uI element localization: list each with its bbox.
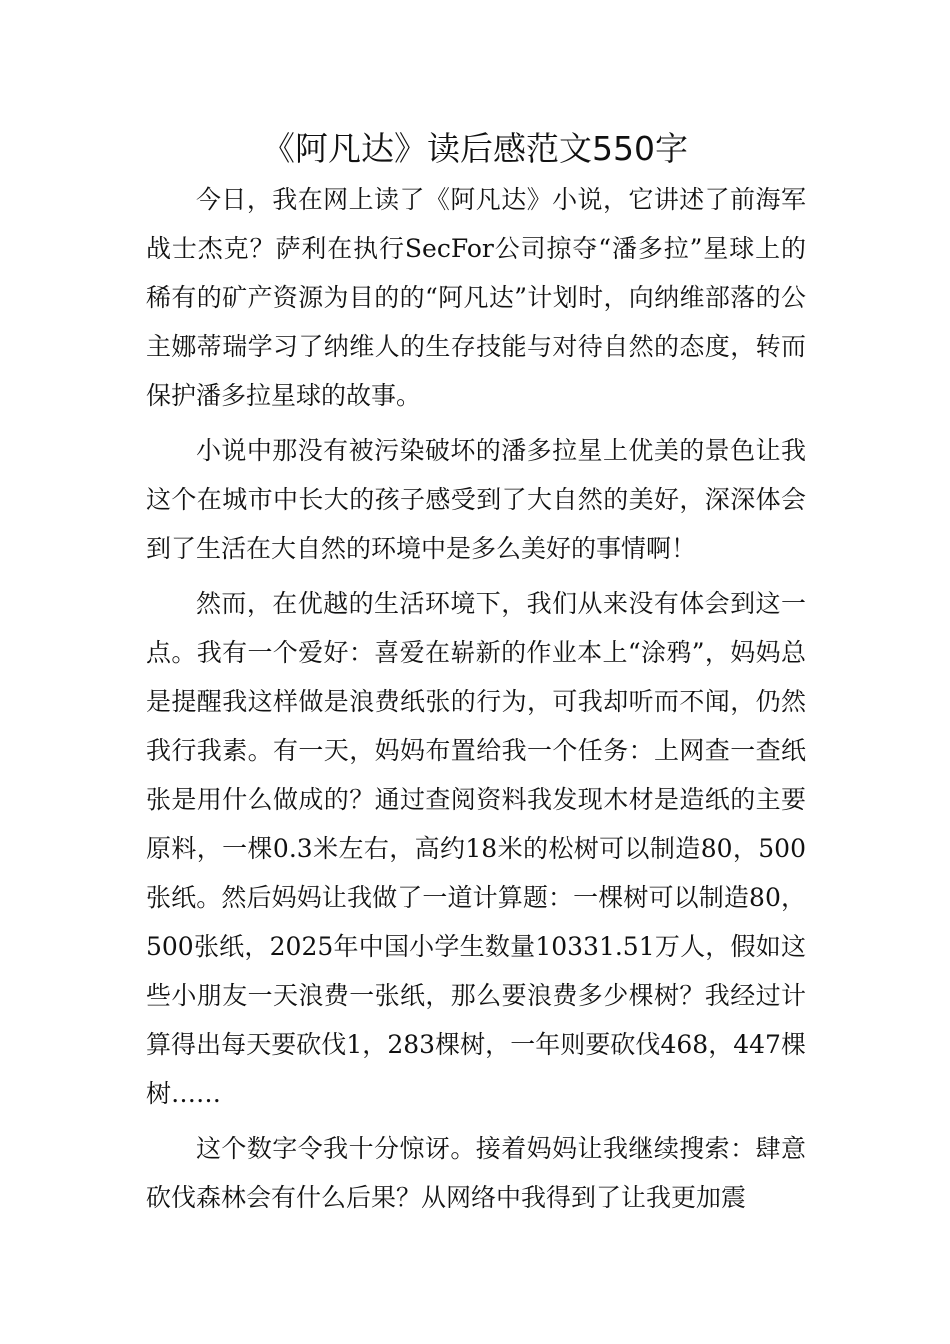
paragraph-4: 这个数字令我十分惊讶。接着妈妈让我继续搜索：肆意砍伐森林会有什么后果？从网络中我得到了让我更加震	[146, 1134, 806, 1212]
paragraph-3: 然而，在优越的生活环境下，我们从来没有体会到这一点。我有一个爱好：喜爱在崭新的作业本上“涂鸦”，妈妈总是提醒我这样做是浪费纸张的行为，可我却听而不闻，仍然我行我素。有一天，妈妈布置给我一个任务：上网查一查纸张是用什么做成的？通过查阅资料我发现木材是造纸的主要原料，一棵0.3米左右，高约18米的松树可以制造80，500张纸。然后妈妈让我做了一道计算题：一棵树可以制造80，500张纸，2025年中国小学生数量10331.51万人，假如这些小朋友一天浪费一张纸，那么要浪费多少棵树？我经过计算得出每天要砍伐1，283棵树，一年则要砍伐468，447棵树……	[146, 589, 806, 1108]
document-title: 《阿凡达》读后感范文550字	[262, 129, 688, 168]
document-body	[146, 175, 806, 1228]
paragraph-1: 今日，我在网上读了《阿凡达》小说，它讲述了前海军战士杰克？萨利在执行SecFor公司掠夺“潘多拉”星球上的稀有的矿产资源为目的的“阿凡达”计划时，向纳维部落的公主娜蒂瑞学习了纳维人的生存技能与对待自然的态度，转而保护潘多拉星球的故事。	[146, 185, 806, 410]
paragraph-2: 小说中那没有被污染破坏的潘多拉星上优美的景色让我这个在城市中长大的孩子感受到了大自然的美好，深深体会到了生活在大自然的环境中是多么美好的事情啊！	[146, 436, 806, 563]
